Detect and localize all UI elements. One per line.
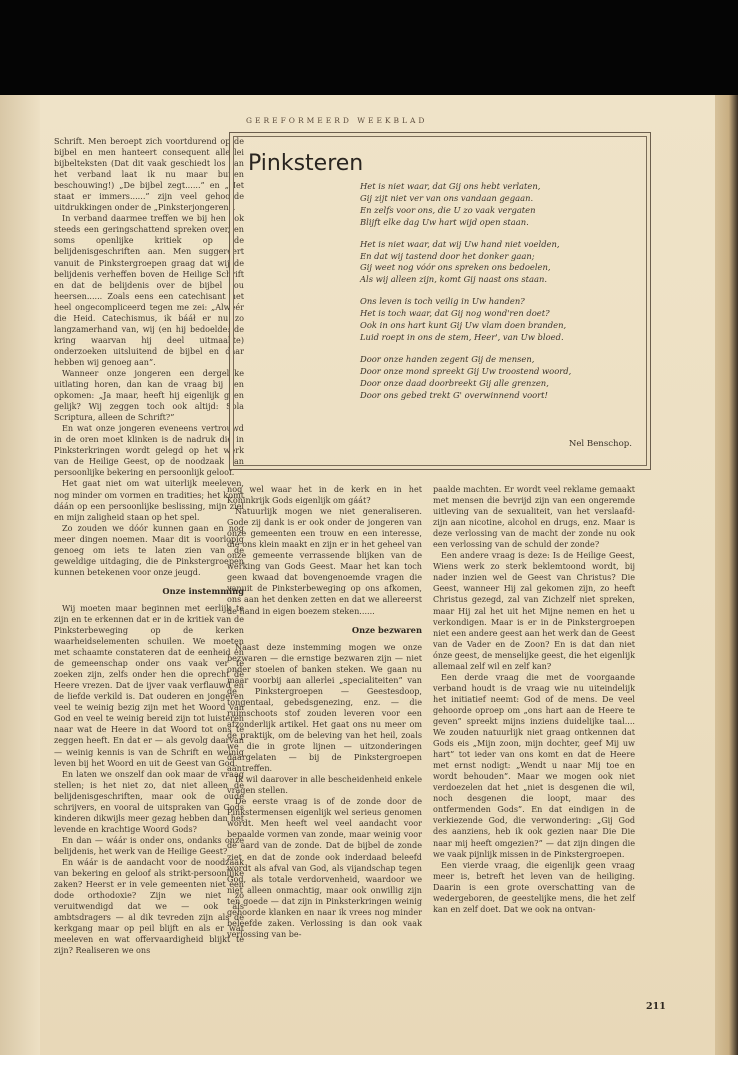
paragraph: En wáár is de aandacht voor de noodzaak van bekering en geloof als strikt-persoonlijke zaken? Heerst er in vele gemeenten niet een dode orthodoxie? Zijn we niet zo veruitwendigd dat we — ook als ambtsdragers — al dik tevreden zijn als de kerkgang maar op peil blijft en als er wat meeleven en wat offervaardigheid blijkt te zijn? Realiseren we ons [54,857,244,956]
poem-stanza [360,239,640,287]
poem-line: Gij zijt niet ver van ons vandaan gegaan. [360,192,534,203]
page-number: 211 [646,1001,666,1012]
paragraph: Wanneer onze jongeren een dergelijke uitlating horen, dan kan de vraag bij hen opkomen: „Ja maar, heeft hij eigenlijk geen gelijk? Wij zeggen toch ook altijd: Sola Scriptura, alleen de Schrift?” [54,367,244,423]
text-column-1 [54,136,244,956]
scan-top-border [0,0,738,95]
poem-box [229,132,651,470]
text-column-3 [433,484,635,915]
text-column-2 [227,484,422,940]
poem-line: En dat wij tastend door het donker gaan; [360,250,535,261]
poem-line: Door onze handen zegent Gij de mensen, [360,353,535,364]
poem-line: En zelfs voor ons, die U zo vaak vergaten [360,204,536,215]
scan-left-edge [0,95,40,1055]
poem-stanza [360,354,640,402]
paragraph: paalde machten. Er wordt veel reklame gemaakt met mensen die bevrijd zijn van een ongeremde uitleving van de sexualiteit, van het verslaafd-zijn aan nicotine, alcohol en drugs, enz. Maar is deze verlossing van de macht der zonde nu ook een verlossing van de schuld der zonde? [433,484,635,550]
poem-line: Het is toch waar, dat Gij nog wond'ren doet? [360,308,550,319]
paragraph: Wij moeten maar beginnen met eerlijk te zijn en te erkennen dat er in de kritiek van de Pinksterbeweging op de kerken waarheidselementen schuilen. We moeten met schaamte constateren dat de eenheid en de gemeenschap onder ons vaak ver te zoeken zijn, zelfs onder hen die oprecht de Heere vrezen. Dat de ijver vaak verflauwd en de liefde verkild is. Dat ouderen en jongeren veel te weinig bezig zijn met het Woord van God en veel te weinig bereid zijn tot luisteren naar wat de Heere in dat Woord tot ons te zeggen heeft. En dat er — als gevolg daarvan — weinig kennis is van de Schrift en weinig leven bij het Woord en uit de Geest van God. [54,602,244,768]
paragraph: De eerste vraag is of de zonde door de Pinkstermensen eigenlijk wel serieus genomen wordt. Men heeft wel veel aandacht voor bepaalde vormen van zonde, maar weinig voor de aard van de zonde. Dat de bijbel de zonde ziet en dat de zonde ook inderdaad beleefd wordt als afval van God, als vijandschap tegen God, als totale verdorvenheid, waardoor we niet alleen onmachtig, maar ook onwillig zijn ten goede — dat zijn in Pinksterkringen weinig gehoorde klanken en naar ik vrees nog minder beleefde zaken. Verlossing is dan ook vaak verlossing van be- [227,796,422,939]
poem-line: Luid roept in ons de stem, Heer', van Uw bloed. [360,331,564,342]
poem-line: Door onze daad doorbreekt Gij alle grenzen, [360,377,549,388]
paragraph: En wat onze jongeren eveneens vertrouwd in de oren moet klinken is de nadruk die in Pinksterkringen wordt gelegd op het werk van de Heilige Geest, op de noodzaak van persoonlijke bekering en persoonlijk geloof. [54,423,244,478]
poem-line: Als wij alleen zijn, komt Gij naast ons staan. [360,274,548,285]
paragraph: In verband daarmee treffen we bij hen ook steeds een geringschattend spreken over, en soms openlijke kritiek op de belijdenisgeschriften aan. Men suggereert vanuit de Pinkstergroepen graag dat wij de belijdenis verheffen boven de Heilige Schrift en dat de belijdenis over de bijbel zou heersen...... Zoals eens een catechisant het heel ongecompliceerd tegen me zei: „Alwéér die Heid. Catechismus, ik bááł er nu zo langzamerhand van, wij (en hij bedoelde: de kring waarvan hij deel uitmaakte) onderzoeken uitsluitend de bijbel en daar hebben wij genoeg aan”. [54,213,244,367]
paragraph: Ik wil daarover in alle bescheidenheid enkele vragen stellen. [227,774,422,796]
section-heading: Onze bezwaren [351,624,422,635]
poem-line: Het is niet waar, dat Gij ons hebt verlaten, [360,181,541,191]
poem-line: Door ons gebed trekt G' overwinnend voort! [360,389,548,400]
paragraph: Zo zouden we dóór kunnen gaan en nog meer dingen noemen. Maar dit is voorlopig genoeg om iets te laten zien van de geweldige uitdaging, die de Pinkstergroepen kunnen betekenen voor onze jeugd. [54,522,244,577]
poem-line: Ook in ons hart kunt Gij Uw vlam doen branden, [360,320,567,331]
page-binding-edge [715,95,738,1055]
running-header: GEREFORMEERD WEEKBLAD [246,116,428,125]
poem-stanzas [360,181,640,412]
poem-line: Blijft elke dag Uw hart wijd open staan. [360,216,529,227]
paragraph: En dan — wáár is onder ons, ondanks onze belijdenis, het werk van de Heilige Geest? [54,834,244,856]
paragraph: Naast deze instemming mogen we onze bezwaren — die ernstige bezwaren zijn — niet onder stoelen of banken steken. We gaan nu maar voorbij aan allerlei „specialiteiten” van de Pinkstergroepen — Geestesdoop, tongentaal, gebedsgenezing, enz. — die ruimschoots stof zouden leveren voor een afzonderlijk artikel. Het gaat ons nu meer om de praktijk, om de beleving van het heil, zoals we die in grote lijnen — uitzonderingen daargelaten — bij de Pinkstergroepen aantreffen. [227,641,422,774]
paragraph: Schrift. Men beroept zich voortdurend op de bijbel en men hanteert consequent allerlei bijbelteksten (Dat dit vaak geschiedt los van het verband laat ik nu maar buiten beschouwing!) „De bijbel zegt......” en „Het staat er immers......” zijn veel gehoorde uitdrukkingen onder de „Pinksterjongeren”. [54,136,244,213]
poem-line: Ons leven is toch veilig in Uw handen? [360,296,525,307]
paragraph: Een vierde vraag, die eigenlijk geen vraag meer is, betreft het leven van de heiliging. Daarin is een grote overschatting van de wedergeboren, de geestelijke mens, die het zelf kan en zelf doet. Dat we ook na ontvan- [433,859,635,914]
paragraph: Een derde vraag die met de voorgaande verband houdt is de vraag wie nu uiteindelijk het initiatief neemt: God of de mens. De veel gehoorde oproep om „ons hart aan de Heere te geven” spreekt mijns inziens duidelijke taal.... We zouden natuurlijk niet graag ontkennen dat Gods eis „Mijn zoon, mijn dochter, geef Mij uw hart” tot ieder van ons komt en dat de Heere met ernst nodigt: „Wendt u naar Mij toe en wordt behouden”. Maar we mogen ook niet verdoezelen dat het „niet is desgenen die wil, noch desgenen die loopt, maar des ontfermenden Gods”. En dat eindigen in de verkiezende God, die verwondering: „Gij God des aanziens, heb ik ook gezien naar Die Die naar mij heeft omgezien?” — dat zijn dingen die we vaak pijnlijk missen in de Pinkstergroepen. [433,671,635,859]
section-heading: Onze instemming [162,585,244,596]
poem-stanza [360,296,640,344]
poem-author: Nel Benschop. [568,439,632,449]
paragraph: Het gaat niet om wat uiterlijk meeleven, nog minder om vormen en tradities; het komt dáán op een persoonlijke beslissing, mijn ziel en mijn zaligheid staan op het spel. [54,478,244,522]
poem-title: Pinksteren [248,151,364,176]
paragraph: Een andere vraag is deze: Is de Heilige Geest, Wiens werk zo sterk beklemtoond wordt, bij nader inzien wel de Geest van Christus? Die Geest, wanneer Hij zal gekomen zijn, zo heeft Christus gezegd, zal van Zichzelf niet spreken, maar Hij zal het uit het Mijne nemen en het u verkondigen. Maar is er in de Pinkstergroepen niet een andere geest aan het werk dan de Geest van de Vader en de Zoon? En is dat dan niet ónze geest, de menselijke geest, die het eigenlijk allemaal zelf wil en zelf kan? [433,550,635,671]
poem-line: Gij weet nog vóór ons spreken ons bedoelen, [360,262,551,273]
paragraph: Natuurlijk mogen we niet generaliseren. Gode zij dank is er ook onder de jongeren van onze gemeenten een trouw en een interesse, die ons klein maakt en zijn er in het geheel van onze gemeente verrassende blijken van de werking van Gods Geest. Maar het kan toch geen kwaad dat bovengenoemde vragen die vanuit de Pinksterbeweging op ons afkomen, ons aan het denken zetten en dat we allereerst de hand in eigen boezem steken...... [227,506,422,616]
poem-line: Door onze mond spreekt Gij Uw troostend woord, [360,365,572,376]
poem-stanza [360,181,640,229]
poem-line: Het is niet waar, dat wij Uw hand niet voelden, [360,238,560,249]
paragraph: nog wel waar het in de kerk en in het Koninkrijk Gods eigenlijk om gáát? [227,484,422,506]
paragraph: En laten we onszelf dan ook maar de vraag stellen; is het niet zo, dat niet alleen de belijdenisgeschriften, maar ook de oude schrijvers, en vooral de uitspraken van Gods kinderen dikwijls meer gezag hebben dan het levende en krachtige Woord Gods? [54,768,244,834]
